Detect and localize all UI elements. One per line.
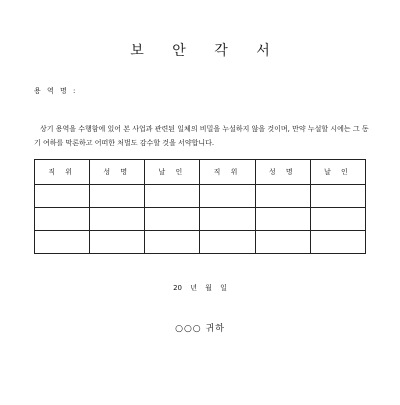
addressee: ○○○ 귀하 (175, 324, 225, 334)
table-cell (255, 185, 310, 208)
table-cell (35, 208, 90, 231)
table-header-row (35, 160, 366, 185)
service-name-label: 용 역 명 : (34, 87, 78, 95)
table-cell (310, 231, 365, 254)
table-row (35, 185, 366, 208)
header-position-2: 직 위 (200, 160, 255, 185)
table-cell (35, 231, 90, 254)
table-cell (145, 208, 200, 231)
table-cell (310, 185, 365, 208)
table-cell (200, 231, 255, 254)
table-cell (255, 231, 310, 254)
table-cell (145, 185, 200, 208)
header-seal-2: 날 인 (310, 160, 365, 185)
date-line: 20 년 월 일 (173, 284, 227, 292)
header-name-2: 성 명 (255, 160, 310, 185)
table-cell (90, 185, 145, 208)
table-cell (90, 208, 145, 231)
header-name-1: 성 명 (90, 160, 145, 185)
table-row (35, 231, 366, 254)
table-cell (35, 185, 90, 208)
header-seal-1: 날 인 (145, 160, 200, 185)
table-cell (310, 208, 365, 231)
document-title: 보 안 각 서 (130, 43, 282, 59)
pledge-text: 상기 용역을 수행함에 있어 본 사업과 관련된 일체의 비밀을 누설하지 않을 것이며, 만약 누설할 시에는 그 동기 여하를 막론하고 어떠한 처벌도 감수할 것을 서약합니다. (34, 125, 369, 147)
table-row (35, 208, 366, 231)
signature-table (34, 159, 366, 254)
table-cell (145, 231, 200, 254)
table-cell (255, 208, 310, 231)
header-position-1: 직 위 (35, 160, 90, 185)
table-cell (200, 185, 255, 208)
table-cell (200, 208, 255, 231)
table-cell (90, 231, 145, 254)
